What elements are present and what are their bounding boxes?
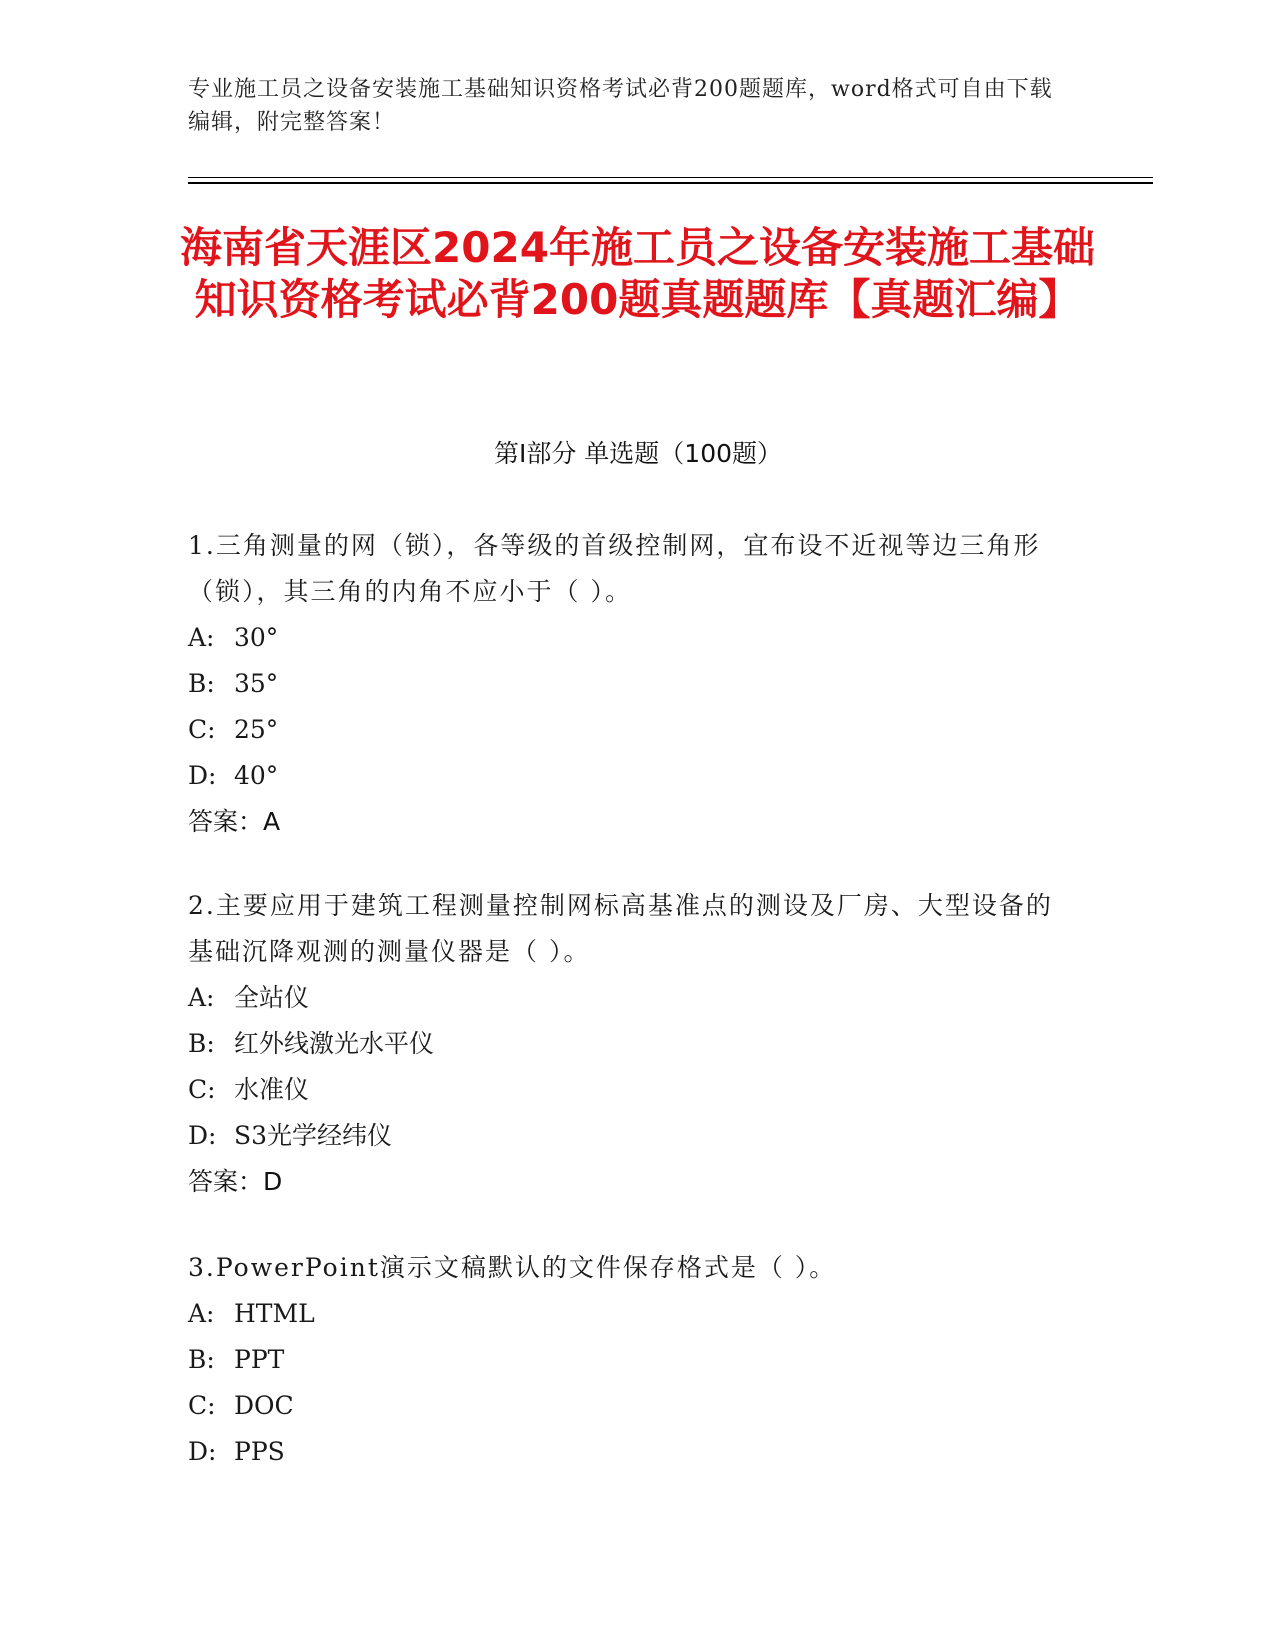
header-note: 专业施工员之设备安装施工基础知识资格考试必背200题题库，word格式可自由下载编辑，附完整答案！ <box>188 77 1053 135</box>
option-d <box>188 1429 1068 1475</box>
option-key: B: <box>188 669 215 698</box>
page-title: 海南省天涯区2024年施工员之设备安装施工基础知识资格考试必背200题真题题库【真题汇编】 <box>180 223 1095 324</box>
answer-line: 答案：A <box>188 807 281 836</box>
section-heading: 第Ⅰ部分 单选题（100题） <box>493 439 783 468</box>
option-key: A: <box>188 623 215 652</box>
option-c <box>188 1067 1068 1113</box>
option-key: D: <box>188 1437 217 1466</box>
option-key: C: <box>188 1391 216 1420</box>
option-text: 25° <box>234 715 279 744</box>
answer-line: 答案：D <box>188 1167 283 1196</box>
option-text: PPS <box>234 1437 285 1466</box>
question-2 <box>188 883 1068 1205</box>
question-1 <box>188 523 1068 845</box>
option-c <box>188 707 1068 753</box>
option-d <box>188 1113 1068 1159</box>
option-key: C: <box>188 1075 216 1104</box>
option-key: B: <box>188 1029 215 1058</box>
option-text: 全站仪 <box>234 983 310 1012</box>
option-d <box>188 753 1068 799</box>
option-text: PPT <box>234 1345 285 1374</box>
question-stem: 2.主要应用于建筑工程测量控制网标高基准点的测设及厂房、大型设备的基础沉降观测的测量仪器是（ ）。 <box>188 891 1053 966</box>
option-key: B: <box>188 1345 215 1374</box>
option-text: S3光学经纬仪 <box>234 1121 393 1150</box>
option-text: 40° <box>234 761 279 790</box>
option-a <box>188 1291 1068 1337</box>
option-b <box>188 1021 1068 1067</box>
option-a <box>188 615 1068 661</box>
option-text: 35° <box>234 669 279 698</box>
question-stem: 3.PowerPoint演示文稿默认的文件保存格式是（ ）。 <box>188 1253 837 1282</box>
option-text: 红外线激光水平仪 <box>234 1029 435 1058</box>
header-divider-thick <box>188 182 1153 184</box>
option-text: 30° <box>234 623 279 652</box>
option-key: D: <box>188 1121 217 1150</box>
option-key: A: <box>188 1299 215 1328</box>
option-text: HTML <box>234 1299 315 1328</box>
option-text: 水准仪 <box>234 1075 310 1104</box>
question-stem: 1.三角测量的网（锁），各等级的首级控制网，宜布设不近视等边三角形（锁），其三角的内角不应小于（ ）。 <box>188 531 1041 606</box>
question-3 <box>188 1245 1068 1475</box>
option-c <box>188 1383 1068 1429</box>
option-text: DOC <box>234 1391 294 1420</box>
option-b <box>188 661 1068 707</box>
option-a <box>188 975 1068 1021</box>
option-key: A: <box>188 983 215 1012</box>
header-divider-thin <box>188 177 1153 178</box>
option-key: D: <box>188 761 217 790</box>
option-b <box>188 1337 1068 1383</box>
option-key: C: <box>188 715 216 744</box>
